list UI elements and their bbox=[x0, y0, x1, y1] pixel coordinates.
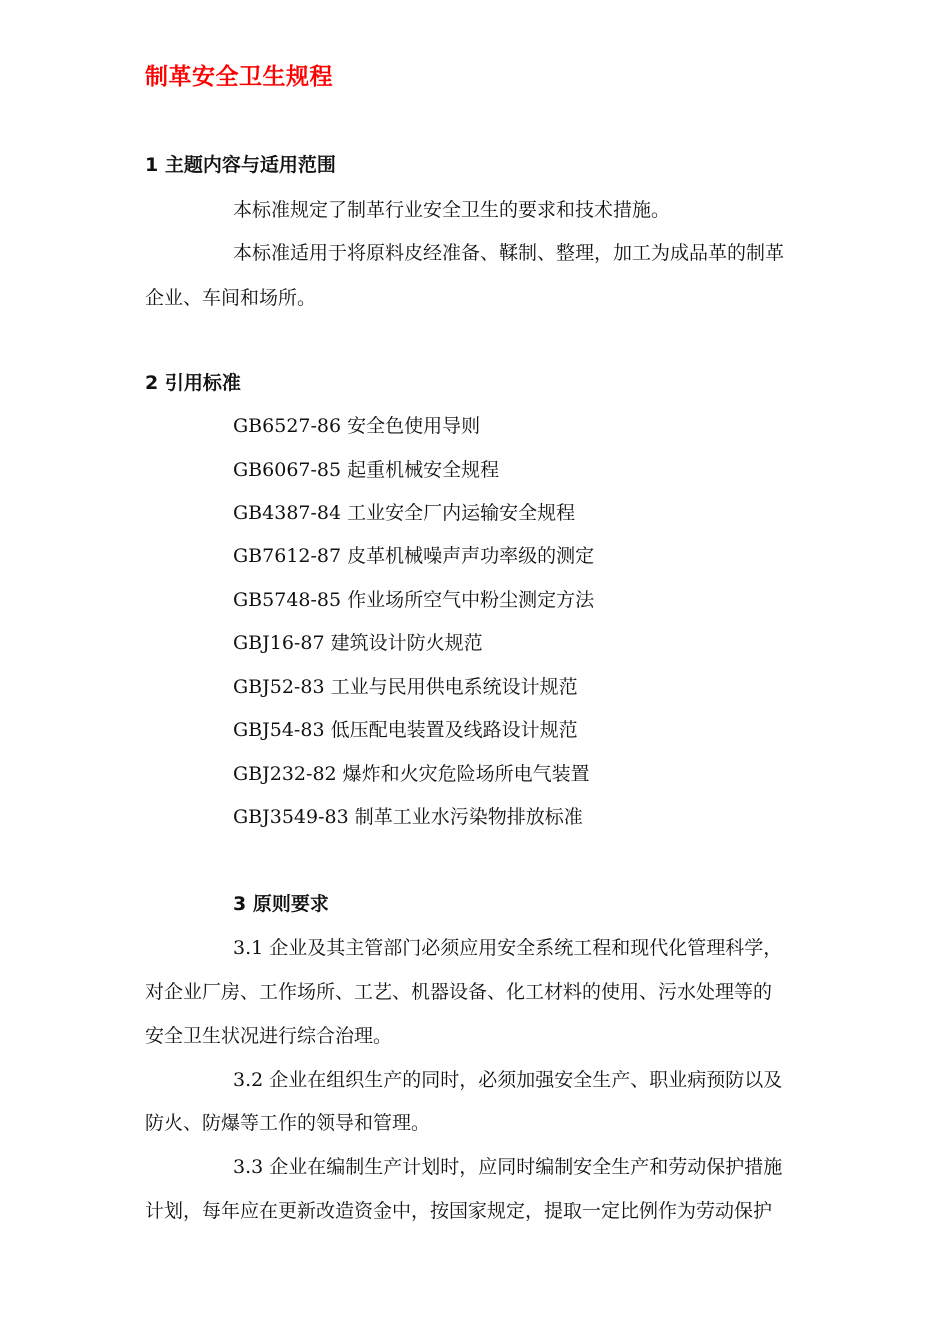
reference-standard: GBJ54-83 低压配电装置及线路设计规范 bbox=[233, 719, 578, 741]
section-3-line: 3.2 企业在组织生产的同时，必须加强安全生产、职业病预防以及 bbox=[233, 1069, 783, 1091]
section-3-line: 防火、防爆等工作的领导和管理。 bbox=[145, 1112, 431, 1134]
reference-standard: GBJ52-83 工业与民用供电系统设计规范 bbox=[233, 676, 578, 698]
reference-standard: GBJ232-82 爆炸和火灾危险场所电气装置 bbox=[233, 763, 590, 785]
section-3-line: 3.1 企业及其主管部门必须应用安全系统工程和现代化管理科学， bbox=[233, 937, 783, 959]
section-2-heading: 2 引用标准 bbox=[145, 372, 241, 394]
reference-standard: GB6067-85 起重机械安全规程 bbox=[233, 459, 500, 481]
section-3-line: 对企业厂房、工作场所、工艺、机器设备、化工材料的使用、污水处理等的 bbox=[145, 981, 773, 1003]
document-title: 制革安全卫生规程 bbox=[145, 64, 333, 90]
section-3-line: 3.3 企业在编制生产计划时，应同时编制安全生产和劳动保护措施 bbox=[233, 1156, 783, 1178]
reference-standard: GBJ16-87 建筑设计防火规范 bbox=[233, 632, 483, 654]
section-3-line: 计划，每年应在更新改造资金中，按国家规定，提取一定比例作为劳动保护 bbox=[145, 1200, 773, 1222]
section-1-line: 企业、车间和场所。 bbox=[145, 287, 317, 309]
section-1-heading: 1 主题内容与适用范围 bbox=[145, 154, 336, 176]
reference-standard: GB7612-87 皮革机械噪声声功率级的测定 bbox=[233, 545, 595, 567]
reference-standard: GB4387-84 工业安全厂内运输安全规程 bbox=[233, 502, 576, 524]
section-1-line: 本标准适用于将原料皮经准备、鞣制、整理，加工为成品革的制革 bbox=[233, 242, 785, 264]
reference-standard: GB5748-85 作业场所空气中粉尘测定方法 bbox=[233, 589, 595, 611]
reference-standard: GBJ3549-83 制革工业水污染物排放标准 bbox=[233, 806, 583, 828]
reference-standard: GB6527-86 安全色使用导则 bbox=[233, 415, 481, 437]
section-3-line: 安全卫生状况进行综合治理。 bbox=[145, 1025, 393, 1047]
section-3-heading: 3 原则要求 bbox=[233, 893, 329, 915]
section-1-line: 本标准规定了制革行业安全卫生的要求和技术措施。 bbox=[233, 199, 671, 221]
